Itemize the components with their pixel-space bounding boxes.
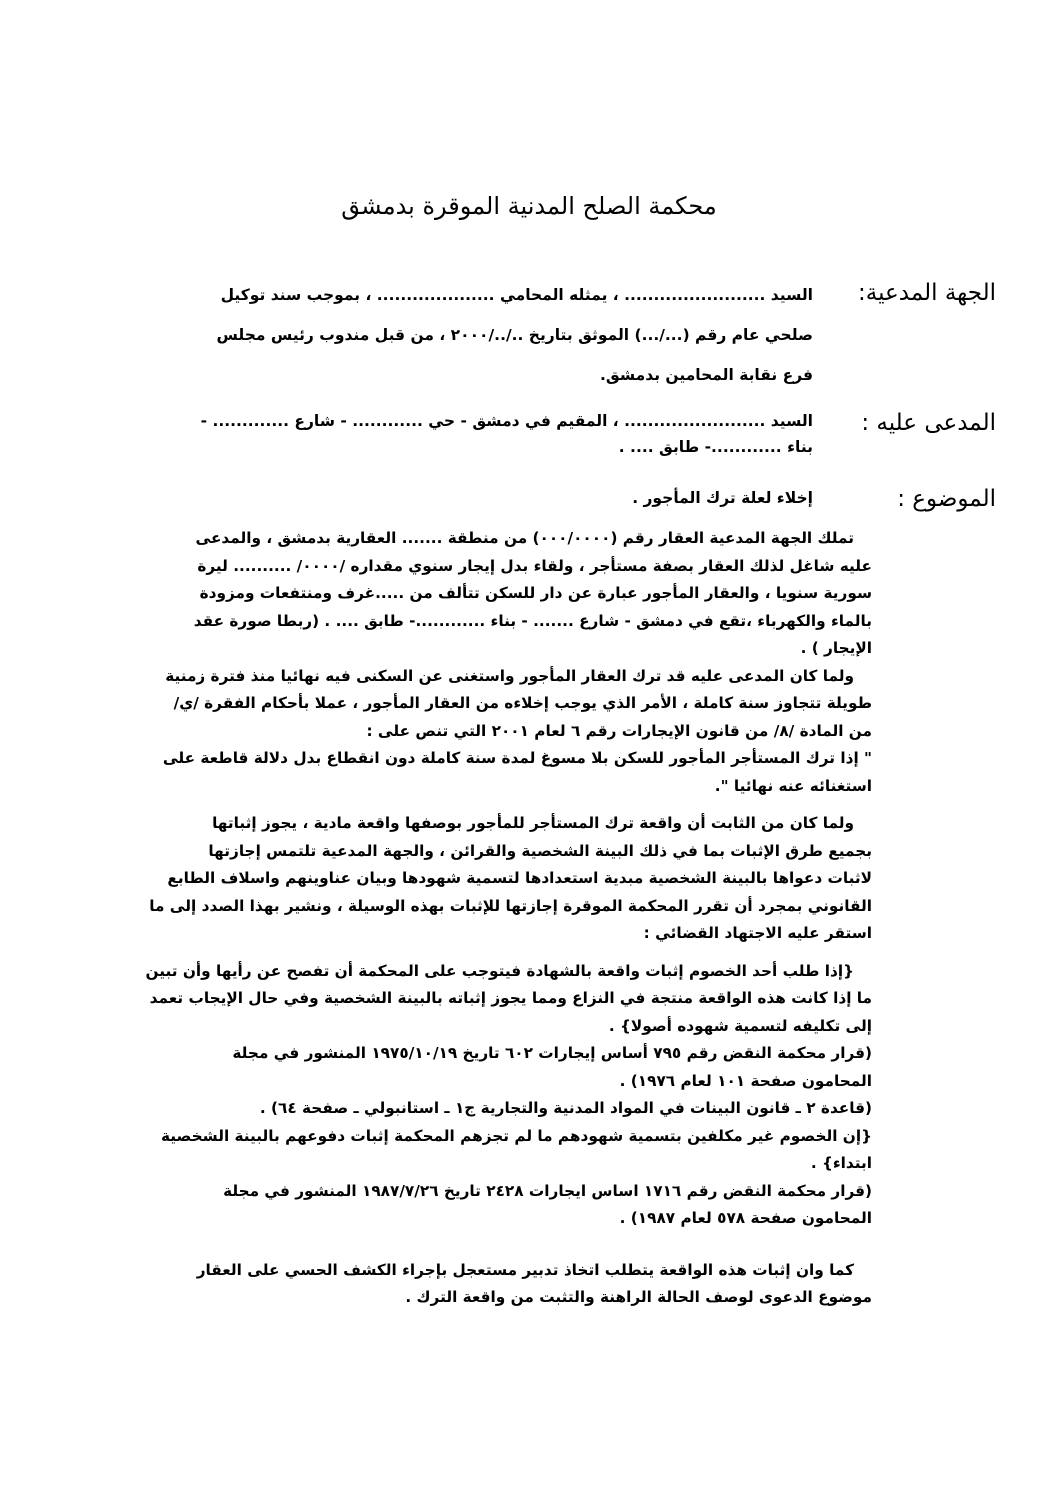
paragraph-abandonment: [85, 663, 872, 801]
defendant-line: بناء ............- طابق .... .: [618, 438, 813, 456]
citation-line: (قاعدة ٢ ـ قانون البينات في المواد المدنية والتجارية ج١ ـ استانبولي ـ صفحة ٦٤) .: [259, 1099, 872, 1117]
text-line: ولما كان المدعى عليه قد ترك العقار المأجور واستغنى عن السكنى فيه نهائيا منذ فترة زمنية: [165, 666, 854, 685]
subject-label: الموضوع :: [897, 486, 996, 512]
quote-line: " إذا ترك المستأجر المأجور للسكن بلا مسوغ لمدة سنة كاملة دون انقطاع بدل دلالة قاطعة على: [162, 749, 872, 767]
text-line: ما إذا كانت هذه الواقعة منتجة في النزاع ومما يجوز إثباته بالبينة الشخصية وفي حال الإيجاب تعمد: [149, 989, 872, 1007]
defendant-label: المدعى عليه :: [861, 410, 996, 436]
paragraph-evidence: [85, 810, 872, 948]
text-line: موضوع الدعوى لوصف الحالة الراهنة والتثبت من واقعة الترك .: [405, 1288, 872, 1306]
plaintiff-line: السيد ........................ ، يمثله المحامي .................... ، بموجب سند توكيل: [220, 286, 813, 304]
text-line: بجميع طرق الإثبات بما في ذلك البينة الشخصية والقرائن ، والجهة المدعية تلتمس إجازتها: [208, 841, 872, 860]
defendant-text: [90, 408, 813, 460]
document-body: [85, 525, 872, 1312]
text-line: بالماء والكهرباء ،تقع في دمشق - شارع ....... - بناء ............- طابق .... . (ربطا صورة عقد: [193, 611, 872, 630]
text-line: من المادة /٨/ من قانون الإيجارات رقم ٦ لعام ٢٠٠١ التي تنص على :: [366, 721, 872, 740]
text-line: سورية سنويا ، والعقار المأجور عبارة عن دار للسكن تتألف من .....غرف ومنتفعات ومزودة: [199, 584, 872, 602]
text-line: ولما كان من الثابت أن واقعة ترك المستأجر للمأجور بوصفها واقعة مادية ، يجوز إثباتها: [212, 814, 854, 832]
paragraph-inspection: [85, 1257, 872, 1312]
text-line: القانوني بمجرد أن تقرر المحكمة الموقرة إجازتها للإثبات بهذه الوسيلة ، ونشير بهذا الصدد إلى ما: [149, 896, 872, 915]
plaintiff-line: صلحي عام رقم (.../...) الموثق بتاريخ ../../٢٠٠٠ ، من قبل مندوب رئيس مجلس: [216, 326, 813, 344]
plaintiff-text: [90, 275, 813, 395]
plaintiff-line: فرع نقابة المحامين بدمشق.: [600, 366, 813, 384]
citation-line: (قرار محكمة النقض رقم ٧٩٥ أساس إيجارات ٦٠٢ تاريخ ١٩٧٥/١٠/١٩ المنشور في مجلة: [232, 1044, 872, 1062]
court-title: محكمة الصلح المدنية الموقرة بدمشق: [341, 192, 717, 220]
text-line: لاثبات دعواها بالبينة الشخصية مبدية استعدادها لتسمية شهودها وبيان عناوينهم واسلاف الطابع: [167, 869, 872, 887]
text-line: تملك الجهة المدعية العقار رقم (٠٠٠/٠٠٠٠) من منطقة ....... العقارية بدمشق ، والمدعى: [195, 529, 854, 547]
subject-text: [90, 482, 813, 514]
citation-line: المحامون صفحة ١٠١ لعام ١٩٧٦) .: [619, 1071, 872, 1090]
text-line: عليه شاغل لذلك العقار بصفة مستأجر ، ولقاء بدل إيجار سنوي مقداره /٠٠٠٠/ .......... ليرة: [197, 556, 872, 575]
paragraph-jurisprudence: [85, 958, 872, 1233]
text-line: {إن الخصوم غير مكلفين بتسمية شهودهم ما لم تجزهم المحكمة إثبات دفوعهم بالبينة الشخصية: [161, 1126, 872, 1145]
text-line: ابتداء} .: [810, 1154, 872, 1172]
text-line: الإيجار ) .: [800, 639, 872, 657]
text-line: {إذا طلب أحد الخصوم إثبات واقعة بالشهادة فيتوجب على المحكمة أن تفصح عن رأيها وأن تبين: [145, 961, 854, 980]
plaintiff-label: الجهة المدعية:: [858, 280, 996, 306]
text-line: طويلة تتجاوز سنة كاملة ، الأمر الذي يوجب إخلاءه من العقار المأجور ، عملا بأحكام الفقرة /ي/: [173, 694, 872, 712]
subject-value: إخلاء لعلة ترك المأجور .: [632, 489, 813, 507]
citation-line: المحامون صفحة ٥٧٨ لعام ١٩٨٧) .: [619, 1209, 872, 1227]
defendant-line: السيد ........................ ، المقيم في دمشق - حي ............ - شارع ............. -: [200, 412, 813, 430]
citation-line: (قرار محكمة النقض رقم ١٧١٦ اساس ايجارات ٢٤٢٨ تاريخ ١٩٨٧/٧/٢٦ المنشور في مجلة: [223, 1181, 872, 1200]
text-line: كما وان إثبات هذه الواقعة يتطلب اتخاذ تدبير مستعجل بإجراء الكشف الحسي على العقار: [196, 1260, 854, 1279]
paragraph-property: [85, 525, 872, 663]
text-line: إلى تكليفه لتسمية شهوده أصولا} .: [608, 1016, 872, 1035]
text-line: استقر عليه الاجتهاد القضائي :: [643, 924, 872, 942]
quote-line: استغنائه عنه نهائيا ".: [714, 776, 872, 795]
